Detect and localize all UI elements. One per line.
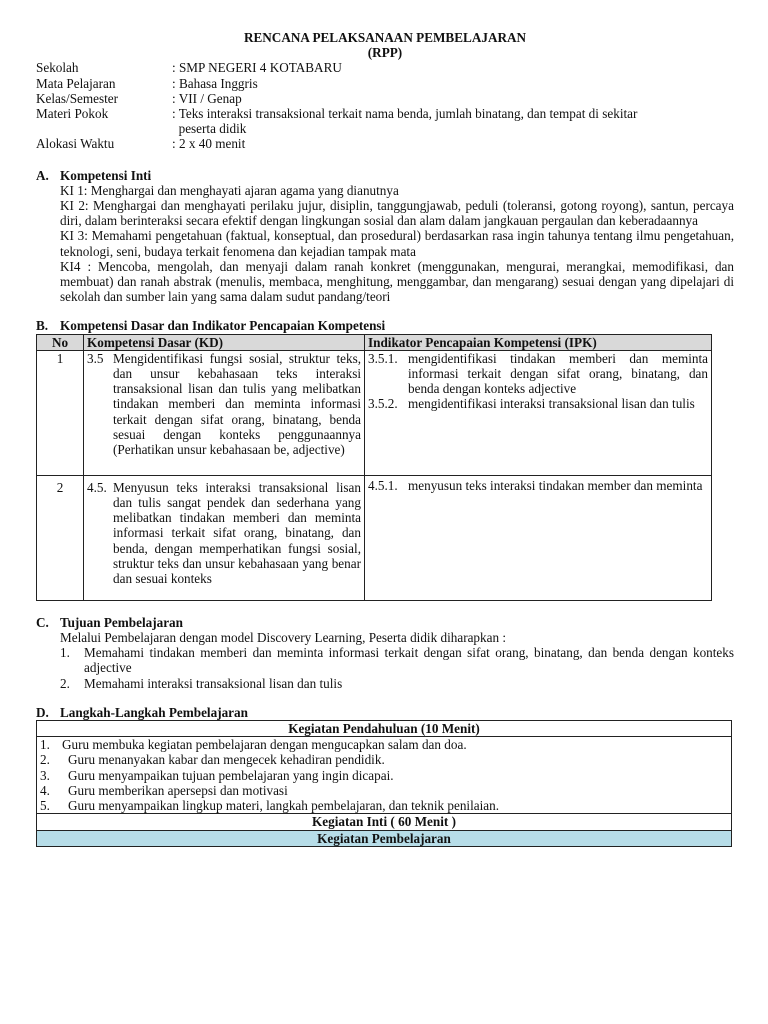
meta-label: Materi Pokok	[36, 106, 109, 122]
inti-header: Kegiatan Inti ( 60 Menit )	[37, 814, 732, 830]
section-a-heading: A. Kompetensi Inti	[36, 167, 152, 183]
ki-item: KI 2: Menghargai dan menghayati perilaku jujur, disiplin, tanggungjawab, peduli (toleransi, gotong royong), santun, percaya diri, dalam berinteraksi secara efektif dengan lingkungan sosial dan alam dalam jangkauan pergaulan dan keberadaannya	[60, 198, 734, 229]
document-page	[36, 30, 734, 847]
table-header-ipk: Indikator Pencapaian Kompetensi (IPK)	[365, 334, 712, 350]
list-item: 1. Guru membuka kegiatan pembelajaran dengan mengucapkan salam dan doa.	[40, 737, 467, 753]
ki-list	[36, 183, 734, 305]
meta-label: Alokasi Waktu	[36, 136, 115, 152]
doc-subtitle: (RPP)	[367, 45, 403, 61]
table-row	[37, 475, 712, 600]
row-no: 2	[37, 475, 84, 600]
ki-item: KI 1: Menghargai dan menghayati ajaran agama yang dianutnya	[60, 182, 399, 198]
doc-title: RENCANA PELAKSANAAN PEMBELAJARAN	[243, 30, 527, 45]
list-item: 2. Guru menanyakan kabar dan mengecek kehadiran pendidik.	[40, 752, 385, 768]
meta-label: Kelas/Semester	[36, 90, 119, 106]
tujuan-block	[36, 630, 734, 691]
section-d-heading: D. Langkah-Langkah Pembelajaran	[36, 704, 248, 720]
list-item: 1. Memahami tindakan memberi dan meminta informasi terkait dengan sifat orang, binatang, dan benda dengan konteks adjective	[60, 645, 734, 676]
pendahuluan-header: Kegiatan Pendahuluan (10 Menit)	[37, 721, 732, 737]
table-header-no: No	[37, 334, 84, 350]
table-header-kd: Kompetensi Dasar (KD)	[84, 334, 365, 350]
meta-value: peserta didik	[172, 121, 247, 137]
list-item: 2. Memahami interaksi transaksional lisan dan tulis	[60, 675, 343, 691]
list-item: 4. Guru memberikan apersepsi dan motivasi	[40, 782, 288, 798]
meta-value: : 2 x 40 menit	[172, 136, 246, 152]
langkah-table	[36, 720, 732, 847]
row-no: 1	[37, 350, 84, 475]
ki-item: KI 3: Memahami pengetahuan (faktual, konseptual, dan prosedural) berdasarkan rasa ingin tahunya tentang ilmu pengetahuan, teknologi, seni, budaya terkait fenomena dan kejadian tampak mata	[60, 228, 734, 259]
meta-value: : SMP NEGERI 4 KOTABARU	[172, 60, 342, 76]
section-b-heading: B. Kompetensi Dasar dan Indikator Pencapaian Kompetensi	[36, 318, 386, 334]
meta-value: : Teks interaksi transaksional terkait nama benda, jumlah binatang, dan tempat di sekitar	[172, 106, 638, 122]
pendahuluan-list	[37, 737, 732, 814]
identity-block	[36, 60, 734, 151]
meta-label: Mata Pelajaran	[36, 75, 116, 91]
list-item: 3. Guru menyampaikan tujuan pembelajaran yang ingin dicapai.	[40, 767, 394, 783]
row-kd: 4.5. Menyusun teks interaksi transaksional lisan dan tulis sangat pendek dan sederhana yang melibatkan tindakan memberi dan meminta informasi terkait sifat orang, binatang, dan benda, dengan memperhatikan fungsi sosial, struktur teks dan unsur kebahasaan yang benar dan sesuai konteks	[84, 475, 365, 600]
pembelajaran-header: Kegiatan Pembelajaran	[37, 830, 732, 846]
meta-label: Sekolah	[36, 60, 79, 76]
ki-item: KI4 : Mencoba, mengolah, dan menyaji dalam ranah konkret (menggunakan, mengurai, merangkai, memodifikasi, dan membuat) dan ranah abstrak (menulis, membaca, menghitung, menggambar, dan mengarang) sesuai dengan yang dipelajari di sekolah dan sumber lain yang sama dalam sudut pandang/teori	[60, 258, 734, 305]
row-ipk: 3.5.1. mengidentifikasi tindakan memberi dan meminta informasi terkait dengan sifat orang, binatang, dan benda dengan konteks adjective 3.5.2. mengidentifikasi interaksi transaksional lisan dan tulis	[365, 350, 712, 475]
row-ipk: 4.5.1. menyusun teks interaksi tindakan member dan meminta	[365, 475, 712, 600]
kd-ipk-table	[36, 334, 712, 601]
table-row	[37, 350, 712, 475]
row-kd: 3.5 Mengidentifikasi fungsi sosial, struktur teks, dan unsur kebahasaan teks interaksi transaksional lisan dan tulis yang melibatkan tindakan memberi dan meminta informasi terkait dengan sifat orang, binatang, benda sesuai dengan konteks penggunaannya (Perhatikan unsur kebahasaan be, adjective)	[84, 350, 365, 475]
tujuan-intro: Melalui Pembelajaran dengan model Discovery Learning, Peserta didik diharapkan :	[60, 630, 507, 646]
meta-label	[36, 121, 172, 136]
section-c-heading: C. Tujuan Pembelajaran	[36, 614, 183, 630]
meta-value: : VII / Genap	[172, 90, 242, 106]
meta-value: : Bahasa Inggris	[172, 75, 258, 91]
list-item: 5. Guru menyampaikan lingkup materi, langkah pembelajaran, dan teknik penilaian.	[40, 798, 500, 814]
